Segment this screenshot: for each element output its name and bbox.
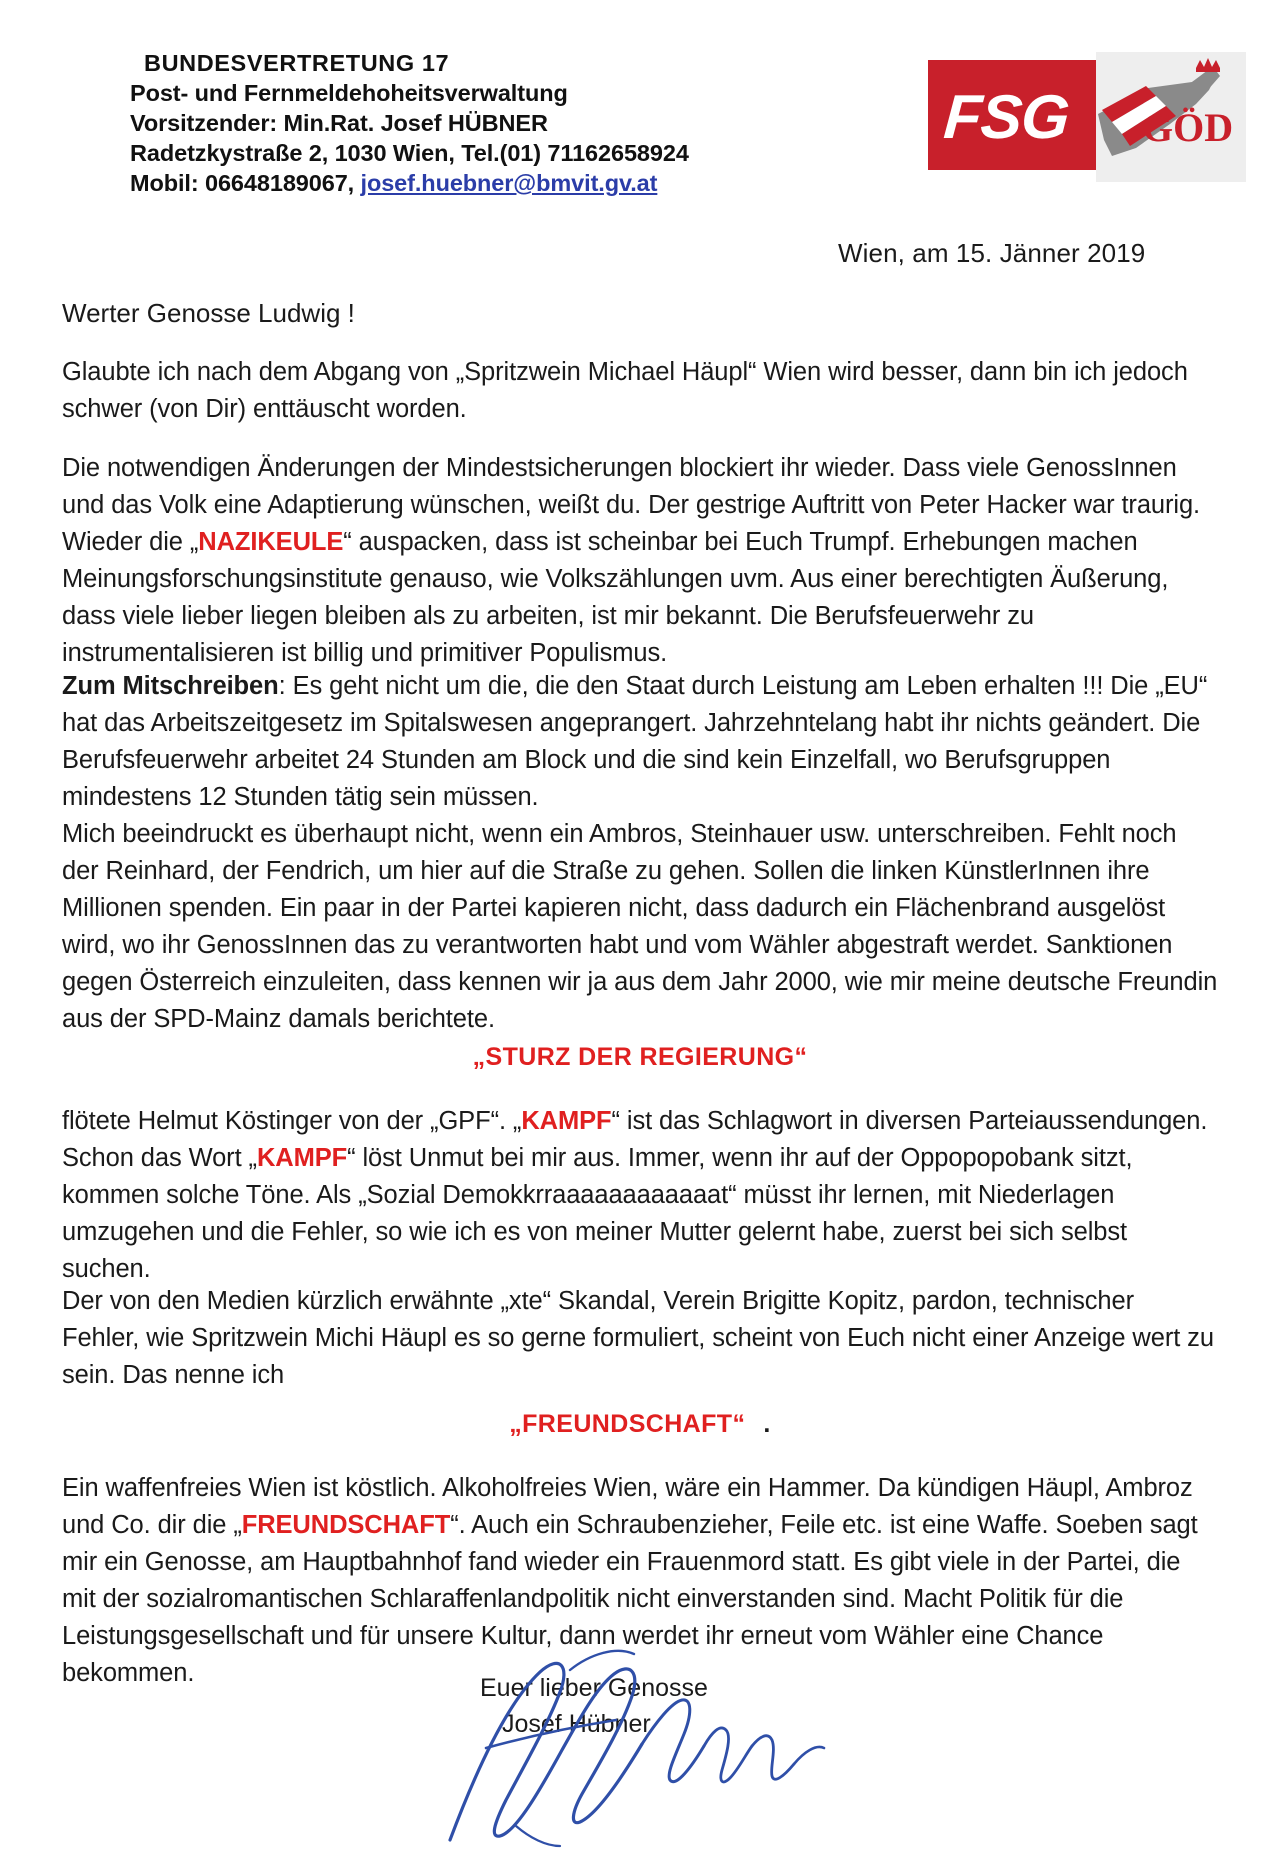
letterhead-mobile: Mobil: 06648189067, <box>130 170 361 196</box>
email-link[interactable]: josef.huebner@bmvit.gv.at <box>360 170 658 196</box>
paragraph-5-part-a: flötete Helmut Köstinger von der „GPF“. „ <box>62 1107 522 1135</box>
letterhead <box>0 44 1280 194</box>
highlight-kampf-2: KAMPF <box>256 1144 348 1172</box>
paragraph-7-part-a: Ein waffenfreies Wien ist köstlich. Alkoholfreies Wien, wäre ein Hammer. Da kündigen Häupl, Ambroz und Co. dir die „ <box>62 1474 1193 1539</box>
paragraph-7 <box>62 1470 1218 1692</box>
paragraph-1: Glaubte ich nach dem Abgang von „Spritzwein Michael Häupl“ Wien wird besser, dann bin ich jedoch schwer (von Dir) enttäuscht worden. <box>62 358 1188 423</box>
letterhead-address: Radetzkystraße 2, 1030 Wien, Tel.(01) 71162658924 <box>130 140 689 166</box>
logo-group <box>888 52 1234 182</box>
paragraph-2 <box>62 450 1218 672</box>
paragraph-3 <box>62 668 1218 816</box>
fsg-logo <box>928 60 1118 170</box>
paragraph-6: Der von den Medien kürzlich erwähnte „xte“ Skandal, Verein Brigitte Kopitz, pardon, technischer Fehler, wie Spritzwein Michi Häupl es so gerne formuliert, scheint von Euch nicht einer Anzeige wert zu sein. Das nenne ich <box>62 1287 1214 1389</box>
goed-logo <box>1096 52 1246 182</box>
signature-block <box>480 1670 708 1742</box>
heading-sturz-der-regierung: „STURZ DER REGIERUNG“ <box>472 1043 808 1071</box>
goed-logo-text: GÖD <box>1142 105 1234 150</box>
highlight-nazikeule: NAZIKEULE <box>198 528 344 556</box>
heading-freundschaft-text: „FREUNDSCHAFT“ <box>509 1410 746 1438</box>
signature-name: Josef Hübner <box>502 1710 651 1738</box>
paragraph-5-part-c: “ löst Unmut bei mir aus. Immer, wenn ihr auf der Oppopopobank sitzt, kommen solche Töne. Als „Sozial Demokkrraaaaaaaaaaaat“ müsst ihr lernen, mit Niederlagen umzugehen und die Fehler, so wie ich es von meiner Mutter gelernt habe, zuerst bei sich selbst suchen. <box>62 1144 1133 1283</box>
letterhead-chairman: Vorsitzender: Min.Rat. Josef HÜBNER <box>130 110 548 136</box>
paragraph-7-part-b: “. Auch ein Schraubenzieher, Feile etc. ist eine Waffe. Soeben sagt mir ein Genosse, am Hauptbahnhof fand wieder ein Frauenmord statt. Es gibt viele in der Partei, die mit der sozialromantischen Schlaraffenlandpolitik nicht einverstanden sind. Macht Politik für die Leistungsgesellschaft und für unsere Kultur, dann werdet ihr erneut vom Wähler eine Chance bekommen. <box>62 1511 1198 1687</box>
salutation: Werter Genosse Ludwig ! <box>62 298 355 328</box>
date-line: Wien, am 15. Jänner 2019 <box>838 238 1146 268</box>
highlight-freundschaft: FREUNDSCHAFT <box>241 1511 451 1539</box>
letterhead-department: Post- und Fernmeldehoheitsverwaltung <box>130 80 568 106</box>
label-zum-mitschreiben: Zum Mitschreiben <box>62 672 279 700</box>
paragraph-5-part-b: “ ist das Schlagwort in diversen Parteiaussendungen. Schon das Wort „ <box>62 1107 1208 1172</box>
paragraph-4: Mich beeindruckt es überhaupt nicht, wenn ein Ambros, Steinhauer usw. unterschreiben. Fehlt noch der Reinhard, der Fendrich, um hier auf die Straße zu gehen. Sollen die linken KünstlerInnen ihre Millionen spenden. Ein paar in der Partei kapieren nicht, dass dadurch ein Flächenbrand ausgelöst wird, wo ihr GenossInnen das zu verantworten habt und vom Wähler abgestraft werdet. Sanktionen gegen Österreich einzuleiten, dass kennen wir ja aus dem Jahr 2000, wie mir meine deutsche Freundin aus der SPD-Mainz damals berichtete. <box>62 820 1218 1033</box>
signature-closing: Euer lieber Genosse <box>480 1674 708 1702</box>
letterhead-contact-line <box>130 168 689 198</box>
letterhead-text-block <box>130 48 689 198</box>
heading-freundschaft <box>62 1410 1218 1439</box>
highlight-kampf-1: KAMPF <box>521 1107 612 1135</box>
paragraph-3-rest: : Es geht nicht um die, die den Staat durch Leistung am Leben erhalten !!! Die „EU“ hat das Arbeitszeitgesetz im Spitalswesen angeprangert. Jahrzehntelang habt ihr nichts geändert. Die Berufsfeuerwehr arbeitet 24 Stunden am Block und die sind kein Einzelfall, wo Berufsgruppen mindestens 12 Stunden tätig sein müssen. <box>62 672 1208 811</box>
letterhead-org-title: BUNDESVERTRETUNG 17 <box>144 50 450 76</box>
paragraph-5 <box>62 1103 1218 1288</box>
fsg-logo-text: FSG <box>941 83 1071 152</box>
heading-freundschaft-period: . <box>763 1410 771 1438</box>
paragraph-2-part-a: Die notwendigen Änderungen der Mindestsicherungen blockiert ihr wieder. Dass viele GenossInnen und das Volk eine Adaptierung wünschen, weißt du. Der gestrige Auftritt von Peter Hacker war traurig. Wieder die „ <box>62 454 1201 556</box>
paragraph-2-part-b: “ auspacken, dass ist scheinbar bei Euch Trumpf. Erhebungen machen Meinungsforschungsinstitute genauso, wie Volkszählungen uvm. Aus einer berechtigten Äußerung, dass viele lieber liegen bleiben als zu arbeiten, ist mir bekannt. Die Berufsfeuerwehr zu instrumentalisieren ist billig und primitiver Populismus. <box>62 528 1169 667</box>
